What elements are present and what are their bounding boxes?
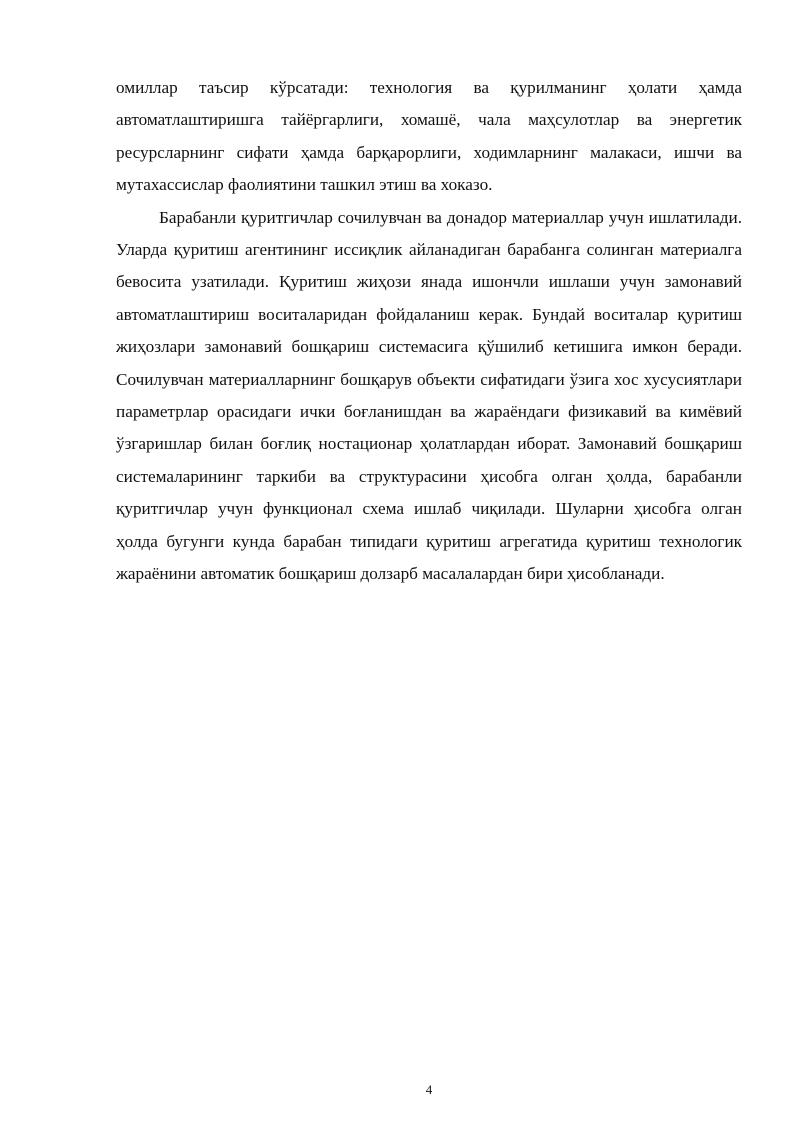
paragraph-drum-dryers: Барабанли қуритгичлар сочилувчан ва донадор материаллар учун ишлатилади. Уларда қуритиш агентининг иссиқлик айланадиган барабанга солинган материалга бевосита узатилади. Қуритиш жиҳози янада ишончли ишлаши учун замонавий автоматлаштириш воситаларидан фойдаланиш керак. Бундай воситалар қуритиш жиҳозлари замонавий бошқариш системасига қўшилиб кетишига имкон беради. Сочилувчан материалларнинг бошқарув объекти сифатидаги ўзига хос хусусиятлари параметрлар орасидаги ички боғланишдан ва жараёндаги физикавий ва кимёвий ўзгаришлар билан боғлиқ ностационар ҳолатлардан иборат. Замонавий бошқариш системаларининг таркиби ва структурасини ҳисобга олган ҳолда, барабанли қуритгичлар учун функционал схема ишлаб чиқилади. Шуларни ҳисобга олган ҳолда бугунги кунда барабан типидаги қуритиш агрегатида қуритиш технологик жараёнини автоматик бошқариш долзарб масалалардан бири ҳисобланади. — [116, 207, 742, 584]
page-number: 4 — [425, 1082, 433, 1097]
body-text — [116, 72, 742, 591]
paragraph-continued: омиллар таъсир кўрсатади: технология ва қурилманинг ҳолати ҳамда автоматлаштиришга тайёргарлиги, хомашё, чала маҳсулотлар ва энергетик ресурсларнинг сифати ҳамда барқарорлиги, ходимларнинг малакаси, ишчи ва мутахассислар фаолиятини ташкил этиш ва хоказо. — [116, 78, 742, 195]
